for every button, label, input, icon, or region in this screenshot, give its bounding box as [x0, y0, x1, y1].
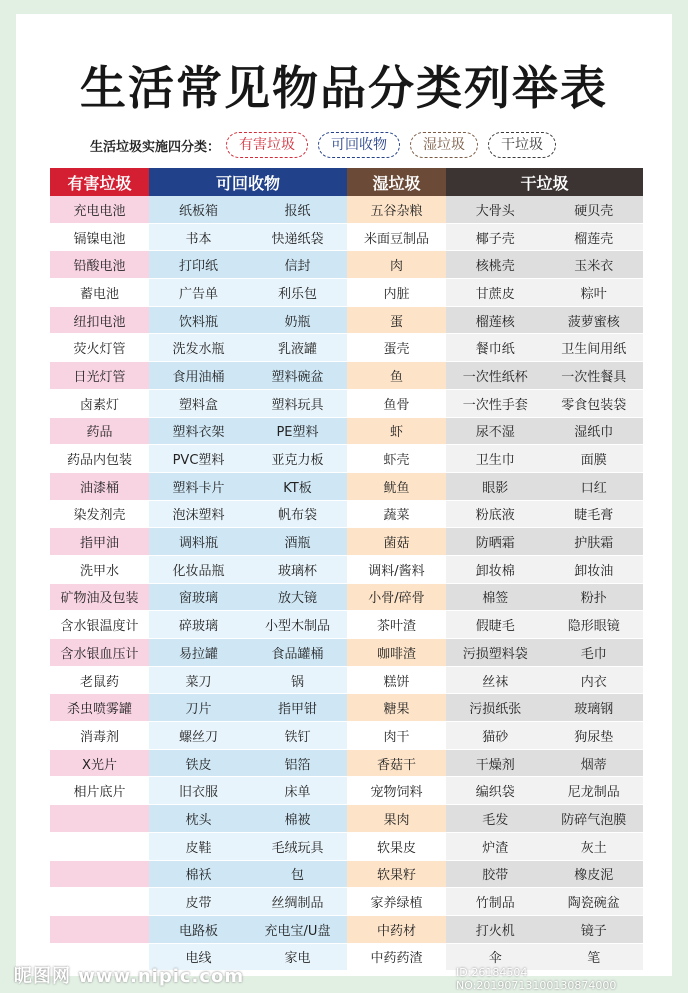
dry-cell: 大骨头 — [446, 196, 545, 224]
recyclable-cell: PE塑料 — [248, 418, 347, 446]
recyclable-cell: 毛绒玩具 — [248, 833, 347, 861]
recyclable-cell: 塑料玩具 — [248, 390, 347, 418]
wet-cell: 调料/酱料 — [347, 556, 446, 584]
recyclable-cell: 纸板箱 — [149, 196, 248, 224]
hazardous-cell: 消毒剂 — [50, 722, 149, 750]
table-row — [50, 445, 643, 473]
recyclable-cell: 充电宝/U盘 — [248, 916, 347, 944]
recyclable-cell: 快递纸袋 — [248, 224, 347, 252]
dry-cell: 狗尿垫 — [545, 722, 644, 750]
hazardous-cell: 杀虫喷雾罐 — [50, 694, 149, 722]
dry-cell: 硬贝壳 — [545, 196, 644, 224]
recyclable-cell: 泡沫塑料 — [149, 501, 248, 529]
recyclable-cell: 菜刀 — [149, 667, 248, 695]
hazardous-cell: 日光灯管 — [50, 362, 149, 390]
dry-cell: 陶瓷碗盆 — [545, 888, 644, 916]
table-row — [50, 861, 643, 889]
hazardous-cell: 纽扣电池 — [50, 307, 149, 335]
legend-recyclable-badge: 可回收物 — [318, 132, 400, 158]
dry-cell: 卸妆油 — [545, 556, 644, 584]
watermark-id: ID:26184504 NO:20190713100130874000 — [456, 966, 617, 992]
dry-cell: 烟蒂 — [545, 750, 644, 778]
hazardous-cell: 含水银温度计 — [50, 611, 149, 639]
recyclable-cell: 铁皮 — [149, 750, 248, 778]
table-row — [50, 694, 643, 722]
recyclable-cell: 化妆品瓶 — [149, 556, 248, 584]
recyclable-cell: 洗发水瓶 — [149, 334, 248, 362]
dry-cell: 粽叶 — [545, 279, 644, 307]
recyclable-cell: 小型木制品 — [248, 611, 347, 639]
wet-cell: 中药药渣 — [347, 944, 446, 972]
dry-cell: 零食包装袋 — [545, 390, 644, 418]
recyclable-cell: 信封 — [248, 251, 347, 279]
dry-cell: 玻璃钢 — [545, 694, 644, 722]
recyclable-cell: 乳液罐 — [248, 334, 347, 362]
recyclable-cell: 利乐包 — [248, 279, 347, 307]
table-row — [50, 196, 643, 224]
wet-cell: 糕饼 — [347, 667, 446, 695]
wet-cell: 香菇干 — [347, 750, 446, 778]
recyclable-cell: 易拉罐 — [149, 639, 248, 667]
dry-cell: 面膜 — [545, 445, 644, 473]
recyclable-cell: 书本 — [149, 224, 248, 252]
dry-cell: 伞 — [446, 944, 545, 972]
wet-cell: 鱿鱼 — [347, 473, 446, 501]
recyclable-cell: 帆布袋 — [248, 501, 347, 529]
recyclable-cell: 酒瓶 — [248, 528, 347, 556]
hazardous-cell: 相片底片 — [50, 777, 149, 805]
table-row — [50, 805, 643, 833]
dry-cell: 毛发 — [446, 805, 545, 833]
wet-cell: 软果皮 — [347, 833, 446, 861]
table-row — [50, 639, 643, 667]
recyclable-cell: 电路板 — [149, 916, 248, 944]
hazardous-cell: 卤素灯 — [50, 390, 149, 418]
table-row — [50, 611, 643, 639]
recyclable-cell: 玻璃杯 — [248, 556, 347, 584]
recyclable-cell: 塑料卡片 — [149, 473, 248, 501]
dry-cell: 一次性纸杯 — [446, 362, 545, 390]
dry-cell: 编织袋 — [446, 777, 545, 805]
recyclable-cell: 调料瓶 — [149, 528, 248, 556]
table-row — [50, 307, 643, 335]
table-row — [50, 501, 643, 529]
dry-cell: 棉签 — [446, 584, 545, 612]
table-row — [50, 224, 643, 252]
recyclable-cell: 旧衣服 — [149, 777, 248, 805]
recyclable-cell: 食品罐桶 — [248, 639, 347, 667]
recyclable-cell: 铝箔 — [248, 750, 347, 778]
table-row — [50, 528, 643, 556]
dry-cell: 内衣 — [545, 667, 644, 695]
header-wet: 湿垃圾 — [347, 168, 446, 196]
dry-cell: 污损纸张 — [446, 694, 545, 722]
recyclable-cell: 棉被 — [248, 805, 347, 833]
recyclable-cell: 食用油桶 — [149, 362, 248, 390]
wet-cell: 蔬菜 — [347, 501, 446, 529]
recyclable-cell: 报纸 — [248, 196, 347, 224]
recyclable-cell: PVC塑料 — [149, 445, 248, 473]
table-row — [50, 750, 643, 778]
wet-cell: 米面豆制品 — [347, 224, 446, 252]
wet-cell: 糖果 — [347, 694, 446, 722]
dry-cell: 一次性餐具 — [545, 362, 644, 390]
hazardous-cell: 荧火灯管 — [50, 334, 149, 362]
hazardous-cell: 蓄电池 — [50, 279, 149, 307]
wet-cell: 肉干 — [347, 722, 446, 750]
header-dry: 干垃圾 — [446, 168, 643, 196]
table-row — [50, 556, 643, 584]
hazardous-cell: 含水银血压计 — [50, 639, 149, 667]
wet-cell: 肉 — [347, 251, 446, 279]
poster-sheet — [16, 14, 672, 976]
hazardous-cell: 指甲油 — [50, 528, 149, 556]
recyclable-cell: 塑料碗盆 — [248, 362, 347, 390]
recyclable-cell: KT板 — [248, 473, 347, 501]
recyclable-cell: 窗玻璃 — [149, 584, 248, 612]
dry-cell: 菠萝蜜核 — [545, 307, 644, 335]
wet-cell: 果肉 — [347, 805, 446, 833]
dry-cell: 卫生巾 — [446, 445, 545, 473]
dry-cell: 干燥剂 — [446, 750, 545, 778]
wet-cell: 菌菇 — [347, 528, 446, 556]
hazardous-cell: 染发剂壳 — [50, 501, 149, 529]
dry-cell: 打火机 — [446, 916, 545, 944]
wet-cell: 蛋壳 — [347, 334, 446, 362]
hazardous-cell — [50, 833, 149, 861]
hazardous-cell: X光片 — [50, 750, 149, 778]
recyclable-cell: 床单 — [248, 777, 347, 805]
table-row — [50, 473, 643, 501]
legend-wet-badge: 湿垃圾 — [410, 132, 478, 158]
dry-cell: 竹制品 — [446, 888, 545, 916]
wet-cell: 鱼骨 — [347, 390, 446, 418]
recyclable-cell: 皮带 — [149, 888, 248, 916]
table-row — [50, 279, 643, 307]
dry-cell: 橡皮泥 — [545, 861, 644, 889]
table-row — [50, 833, 643, 861]
hazardous-cell: 镉镍电池 — [50, 224, 149, 252]
header-recyclable: 可回收物 — [149, 168, 347, 196]
dry-cell: 口红 — [545, 473, 644, 501]
wet-cell: 咖啡渣 — [347, 639, 446, 667]
dry-cell: 卫生间用纸 — [545, 334, 644, 362]
table-row — [50, 722, 643, 750]
hazardous-cell: 药品 — [50, 418, 149, 446]
hazardous-cell: 充电电池 — [50, 196, 149, 224]
recyclable-cell: 奶瓶 — [248, 307, 347, 335]
recyclable-cell: 电线 — [149, 944, 248, 972]
hazardous-cell: 洗甲水 — [50, 556, 149, 584]
recyclable-cell: 螺丝刀 — [149, 722, 248, 750]
dry-cell: 假睫毛 — [446, 611, 545, 639]
table-row — [50, 334, 643, 362]
recyclable-cell: 放大镜 — [248, 584, 347, 612]
dry-cell: 玉米衣 — [545, 251, 644, 279]
dry-cell: 炉渣 — [446, 833, 545, 861]
recyclable-cell: 碎玻璃 — [149, 611, 248, 639]
wet-cell: 五谷杂粮 — [347, 196, 446, 224]
recyclable-cell: 饮料瓶 — [149, 307, 248, 335]
dry-cell: 椰子壳 — [446, 224, 545, 252]
watermark-site: 昵图网 www.nipic.com — [14, 966, 245, 987]
table-row — [50, 362, 643, 390]
dry-cell: 防晒霜 — [446, 528, 545, 556]
wet-cell: 鱼 — [347, 362, 446, 390]
recyclable-cell: 丝绸制品 — [248, 888, 347, 916]
dry-cell: 一次性手套 — [446, 390, 545, 418]
table-body — [50, 196, 643, 971]
table-row — [50, 888, 643, 916]
dry-cell: 卸妆棉 — [446, 556, 545, 584]
recyclable-cell: 广告单 — [149, 279, 248, 307]
wet-cell: 小骨/碎骨 — [347, 584, 446, 612]
dry-cell: 榴莲核 — [446, 307, 545, 335]
dry-cell: 镜子 — [545, 916, 644, 944]
classification-legend — [90, 132, 566, 158]
recyclable-cell: 塑料衣架 — [149, 418, 248, 446]
table-row — [50, 418, 643, 446]
recyclable-cell: 指甲钳 — [248, 694, 347, 722]
dry-cell: 榴莲壳 — [545, 224, 644, 252]
legend-intro: 生活垃圾实施四分类： — [90, 139, 221, 155]
dry-cell: 甘蔗皮 — [446, 279, 545, 307]
hazardous-cell: 矿物油及包装 — [50, 584, 149, 612]
wet-cell: 中药材 — [347, 916, 446, 944]
recyclable-cell: 枕头 — [149, 805, 248, 833]
table-row — [50, 777, 643, 805]
hazardous-cell — [50, 861, 149, 889]
hazardous-cell: 油漆桶 — [50, 473, 149, 501]
dry-cell: 灰土 — [545, 833, 644, 861]
dry-cell: 睫毛膏 — [545, 501, 644, 529]
dry-cell: 餐巾纸 — [446, 334, 545, 362]
hazardous-cell — [50, 805, 149, 833]
recyclable-cell: 塑料盒 — [149, 390, 248, 418]
wet-cell: 蛋 — [347, 307, 446, 335]
hazardous-cell: 铅酸电池 — [50, 251, 149, 279]
wet-cell: 家养绿植 — [347, 888, 446, 916]
table-row — [50, 667, 643, 695]
recyclable-cell: 皮鞋 — [149, 833, 248, 861]
header-hazardous: 有害垃圾 — [50, 168, 149, 196]
wet-cell: 虾 — [347, 418, 446, 446]
hazardous-cell: 药品内包装 — [50, 445, 149, 473]
recyclable-cell: 铁钉 — [248, 722, 347, 750]
wet-cell: 虾壳 — [347, 445, 446, 473]
dry-cell: 防碎气泡膜 — [545, 805, 644, 833]
recyclable-cell: 打印纸 — [149, 251, 248, 279]
dry-cell: 粉底液 — [446, 501, 545, 529]
dry-cell: 尿不湿 — [446, 418, 545, 446]
dry-cell: 丝袜 — [446, 667, 545, 695]
page-title: 生活常见物品分类列举表 — [80, 61, 608, 115]
hazardous-cell: 老鼠药 — [50, 667, 149, 695]
hazardous-cell — [50, 916, 149, 944]
dry-cell: 隐形眼镜 — [545, 611, 644, 639]
table-row — [50, 251, 643, 279]
recyclable-cell: 家电 — [248, 944, 347, 972]
dry-cell: 笔 — [545, 944, 644, 972]
dry-cell: 猫砂 — [446, 722, 545, 750]
legend-dry-badge: 干垃圾 — [488, 132, 556, 158]
dry-cell: 胶带 — [446, 861, 545, 889]
recyclable-cell: 刀片 — [149, 694, 248, 722]
table-row — [50, 916, 643, 944]
table-header — [50, 168, 643, 196]
dry-cell: 核桃壳 — [446, 251, 545, 279]
dry-cell: 污损塑料袋 — [446, 639, 545, 667]
recyclable-cell: 亚克力板 — [248, 445, 347, 473]
recyclable-cell: 锅 — [248, 667, 347, 695]
classification-table — [50, 168, 643, 971]
dry-cell: 尼龙制品 — [545, 777, 644, 805]
wet-cell: 茶叶渣 — [347, 611, 446, 639]
legend-hazardous-badge: 有害垃圾 — [226, 132, 308, 158]
wet-cell: 宠物饲料 — [347, 777, 446, 805]
dry-cell: 湿纸巾 — [545, 418, 644, 446]
dry-cell: 护肤霜 — [545, 528, 644, 556]
dry-cell: 毛巾 — [545, 639, 644, 667]
table-row — [50, 584, 643, 612]
dry-cell: 眼影 — [446, 473, 545, 501]
table-row — [50, 390, 643, 418]
dry-cell: 粉扑 — [545, 584, 644, 612]
wet-cell: 内脏 — [347, 279, 446, 307]
recyclable-cell: 棉袄 — [149, 861, 248, 889]
hazardous-cell — [50, 888, 149, 916]
wet-cell: 软果籽 — [347, 861, 446, 889]
recyclable-cell: 包 — [248, 861, 347, 889]
